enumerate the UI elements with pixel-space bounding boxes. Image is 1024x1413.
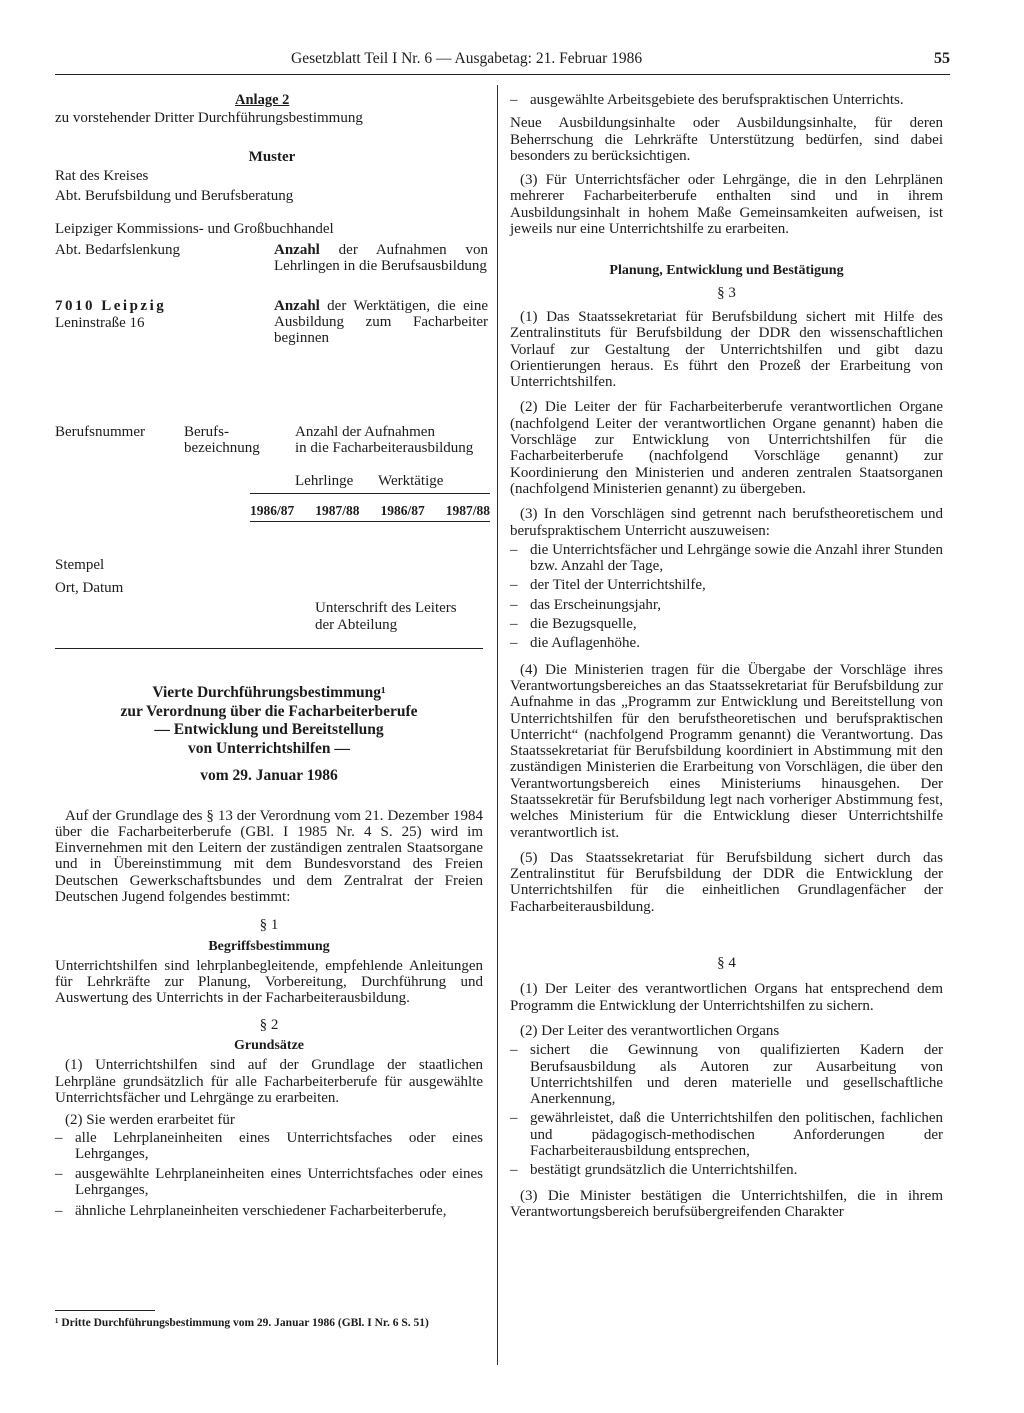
paragraph-neue-inhalte: Neue Ausbildungsinhalte oder Ausbildungsinhalte, für deren Beherrschung die Lehrkräfte Unterstützung bedürfen, sind dabei besonders zu berücksichtigen. <box>510 115 943 164</box>
running-title: Gesetzblatt Teil I Nr. 6 — Ausgabetag: 21. Februar 1986 <box>291 50 643 67</box>
street-line: Leninstraße 16 <box>55 314 145 331</box>
year-cell: 1986/87 <box>380 502 425 518</box>
decree-title-line: — Entwicklung und Bereitstellung <box>154 721 384 738</box>
list-item: – der Titel der Unterrichtshilfe, <box>510 577 943 593</box>
year-cell: 1986/87 <box>250 502 295 518</box>
list-item: – ausgewählte Arbeitsgebiete des berufspraktischen Unterrichts. <box>510 92 943 108</box>
anzahl-label: Anzahl <box>274 241 320 258</box>
decree-title-line: Vierte Durchführungsbestimmung¹ <box>152 684 386 701</box>
table-subheader-lehrlinge: Lehrlinge <box>295 472 354 489</box>
list-item: – die Auflagenhöhe. <box>510 635 943 651</box>
list-item-text: ähnliche Lehrplaneinheiten verschiedener Facharbeiterberufe, <box>75 1202 447 1219</box>
list-item-text: ausgewählte Lehrplaneinheiten eines Unterrichtsfaches oder eines Lehrganges, <box>75 1166 483 1199</box>
section-rule <box>55 648 483 649</box>
table-year-rule <box>250 521 490 522</box>
page-number: 55 <box>934 50 950 67</box>
paragraph-3-number: § 3 <box>717 284 736 301</box>
list-item-text: die Auflagenhöhe. <box>530 635 640 652</box>
list-item: – das Erscheinungsjahr, <box>510 597 943 613</box>
section-heading-planung: Planung, Entwicklung und Bestätigung <box>609 263 844 279</box>
table-year-row <box>250 503 490 519</box>
list-item-text: bestätigt grundsätzlich die Unterrichtshilfen. <box>530 1162 798 1179</box>
right-column <box>510 92 943 1220</box>
list-item: – ähnliche Lehrplaneinheiten verschiedener Facharbeiterberufe, <box>55 1203 483 1219</box>
ort-datum-label: Ort, Datum <box>55 580 124 597</box>
rat-des-kreises: Rat des Kreises <box>55 167 149 184</box>
table-header-anzahl: Anzahl der Aufnahmen in die Facharbeiterausbildung <box>295 423 474 457</box>
paragraph-2-title: Grundsätze <box>234 1038 304 1054</box>
column-divider <box>497 85 498 1365</box>
form-address-block <box>55 241 488 424</box>
abteilung-bedarfslenkung: Abt. Bedarfslenkung <box>55 241 180 258</box>
city-line: 7010 Leipzig <box>55 297 167 314</box>
anzahl-aufnahmen-field <box>274 242 488 275</box>
unterschrift-label: Unterschrift des Leiters der Abteilung <box>315 600 457 633</box>
paragraph-1-text: Unterrichtshilfen sind lehrplanbegleitende, empfehlende Anleitungen für Lehrkräfte zur Planung, Vorbereitung, Durchführung und Auswertung des Unterrichts in der Facharbeiterausbildung. <box>55 957 483 1007</box>
list-item: – alle Lehrplaneinheiten eines Unterrichtsfaches oder eines Lehrganges, <box>55 1129 483 1162</box>
table-subheader-werktaetige: Werktätige <box>378 472 444 489</box>
vierte-durchfuehrungsbestimmung <box>55 684 483 1219</box>
decree-date: vom 29. Januar 1986 <box>200 767 338 784</box>
footnote: ¹ Dritte Durchführungsbestimmung vom 29. Januar 1986 (GBl. I Nr. 6 S. 51) <box>55 1317 429 1329</box>
firm-name: Leipziger Kommissions- und Großbuchhandel <box>55 221 334 238</box>
list-item-text: das Erscheinungsjahr, <box>530 596 662 613</box>
decree-intro: Auf der Grundlage des § 13 der Verordnung vom 21. Dezember 1984 über die Facharbeiterberufe (GBl. I 1985 Nr. 4 S. 25) wird im Einvernehmen mit den Leitern der zuständigen zentralen Staatsorgane und in Übereinstimmung mit dem Bundesvorstand des Freien Deutschen Gewerkschaftsbundes und dem Zentralrat der Freien Deutschen Jugend folgendes bestimmt: <box>55 807 483 905</box>
paragraph-2-number: § 2 <box>259 1016 279 1033</box>
paragraph-3-clause-5: (5) Das Staatssekretariat für Berufsbildung sichert durch das Zentralinstitut für Berufsbildung der DDR die Entwicklung der Unterrichtshilfen für die einheitlichen Grundlagenfächer der Facharbeiterausbildung. <box>510 849 943 915</box>
paragraph-3-clause-2: (2) Die Leiter der für Facharbeiterberufe verantwortlichen Organe (nachfolgend Leiter der verantwortlichen Organe genannt) haben die Vorschläge zur Entwicklung von Unterrichtshilfen für die Facharbeiterberufe (nachfolgend Vorschläge genannt) zur Koordinierung den Ministerien und anderen zentralen Staatsorganen (nachfolgend Ministerien genannt) zu übergeben. <box>510 399 943 497</box>
year-cell: 1987/88 <box>445 502 490 518</box>
paragraph-4-clause-2: (2) Der Leiter des verantwortlichen Organs <box>520 1022 780 1039</box>
list-item: – bestätigt grundsätzlich die Unterrichtshilfen. <box>510 1162 943 1178</box>
footnote-rule <box>55 1310 155 1311</box>
table-header-rule <box>250 493 490 494</box>
anlage-subtitle: zu vorstehender Dritter Durchführungsbestimmung <box>55 110 363 127</box>
paragraph-2-clause-3: (3) Für Unterrichtsfächer oder Lehrgänge, die in den Lehrplänen mehrerer Facharbeiterberufe enthalten sind und in ihrem Ausbildungsinhalt in hohem Maße Gemeinsamkeiten aufweisen, ist jeweils nur eine Unterrichtshilfe zu erarbeiten. <box>510 172 943 238</box>
table-header-berufsnummer: Berufsnummer <box>55 423 145 440</box>
muster-heading: Muster <box>248 148 296 165</box>
paragraph-3-clause-1: (1) Das Staatssekretariat für Berufsbildung sichert mit Hilfe des Zentralinstituts für Berufsbildung der DDR den wissenschaftlichen Vorlauf zur Gestaltung der Unterrichtshilfen und gibt dazu Orientierungen heraus. Es führt den Prozeß der Erarbeitung von Unterrichtshilfen. <box>510 308 943 391</box>
paragraph-4-number: § 4 <box>717 955 736 972</box>
stempel-label: Stempel <box>55 556 105 573</box>
anlage-title: Anlage 2 <box>235 92 290 108</box>
decree-title-line: zur Verordnung über die Facharbeiterberufe <box>120 702 418 720</box>
list-item: – sichert die Gewinnung von qualifizierten Kadern der Berufsausbildung als Autoren zur Ausarbeitung von Unterrichtshilfen und deren materielle und gesellschaftliche Anerkennung, <box>510 1042 943 1108</box>
list-item: – ausgewählte Lehrplaneinheiten eines Unterrichtsfaches oder eines Lehrganges, <box>55 1166 483 1199</box>
paragraph-2-clause-2: (2) Sie werden erarbeitet für <box>65 1112 235 1129</box>
anzahl-aufnahmen-text: der Aufnahmen von Lehrlingen in die Berufsausbildung <box>274 241 488 275</box>
form-table <box>55 423 490 534</box>
list-item-text: der Titel der Unterrichtshilfe, <box>530 577 706 594</box>
abteilung-line: Abt. Berufsbildung und Berufsberatung <box>55 188 294 205</box>
running-header <box>55 50 950 74</box>
paragraph-1-number: § 1 <box>259 917 279 934</box>
list-item-text: gewährleistet, daß die Unterrichtshilfen den politischen, fachlichen und pädagogisch-methodischen Anforderungen der Facharbeiterausbildung entsprechen, <box>530 1110 943 1160</box>
list-item-text: die Bezugsquelle, <box>530 616 637 633</box>
paragraph-4-clause-1: (1) Der Leiter des verantwortlichen Organs hat entsprechend dem Programm die Entwicklung der Unterrichtshilfen zu sichern. <box>510 981 943 1014</box>
paragraph-3-clause-4: (4) Die Ministerien tragen für die Übergabe der Vorschläge ihres Verantwortungsbereiches an das Staatssekretariat für Berufsbildung zur Aufnahme in das „Programm zur Entwicklung und Bereitstellung von Unterrichtshilfen für den berufstheoretischen und berufspraktischen Unterricht“ (nachfolgend Programm genannt) die Verantwortung. Das Staatssekretariat für Berufsbildung koordiniert in Abstimmung mit den zuständigen Ministerien die Erarbeitung von Vorschlägen, die über den Verantwortungsbereich eines Ministeriums hinausgehen. Der Staatssekretär für Berufsbildung legt nach vorheriger Abstimmung fest, welches Ministerium für die Entwicklung dieser Unterrichtshilfe verantwortlich ist. <box>510 661 943 841</box>
list-item-text: die Unterrichtsfächer und Lehrgänge sowie die Anzahl ihrer Stunden bzw. Anzahl der Tage, <box>530 541 943 575</box>
list-item: – gewährleistet, daß die Unterrichtshilfen den politischen, fachlichen und pädagogisch-methodischen Anforderungen der Facharbeiterausbildung entsprechen, <box>510 1110 943 1160</box>
header-rule <box>55 74 950 75</box>
list-item: – die Bezugsquelle, <box>510 616 943 632</box>
list-item-text: alle Lehrplaneinheiten eines Unterrichtsfaches oder eines Lehrganges, <box>75 1129 483 1162</box>
table-header-berufsbezeichnung: Berufs- bezeichnung <box>184 423 260 457</box>
anzahl-werktaetige-text: der Werktätigen, die eine Ausbildung zum Facharbeiter beginnen <box>274 297 488 347</box>
paragraph-4-clause-3: (3) Die Minister bestätigen die Unterrichtshilfen, die in ihrem Verantwortungsbereich berufsübergreifenden Charakter <box>510 1187 943 1220</box>
list-item: – die Unterrichtsfächer und Lehrgänge sowie die Anzahl ihrer Stunden bzw. Anzahl der Tage, <box>510 541 943 575</box>
list-item-text: ausgewählte Arbeitsgebiete des berufspraktischen Unterrichts. <box>530 92 904 108</box>
paragraph-2-clause-1: (1) Unterrichtshilfen sind auf der Grundlage der staatlichen Lehrpläne grundsätzlich für alle Facharbeiterberufe für ausgewählte Unterrichtsfächer und Lehrgänge zu erarbeiten. <box>55 1057 483 1106</box>
anlage-form <box>55 92 490 633</box>
anzahl-werktaetige-field <box>274 298 488 347</box>
year-cell: 1987/88 <box>315 502 360 518</box>
anzahl-label: Anzahl <box>274 297 320 314</box>
paragraph-3-clause-3: (3) In den Vorschlägen sind getrennt nach berufstheoretischem und berufspraktischem Unterricht auszuweisen: <box>510 506 943 539</box>
list-item-text: sichert die Gewinnung von qualifizierten Kadern der Berufsausbildung als Autoren zur Ausarbeitung von Unterrichtshilfen und deren materielle und gesellschaftliche Anerkennung, <box>530 1042 943 1108</box>
decree-title-line: von Unterrichtshilfen — <box>188 739 350 757</box>
paragraph-1-title: Begriffsbestimmung <box>208 938 330 954</box>
decree-title <box>55 684 483 786</box>
